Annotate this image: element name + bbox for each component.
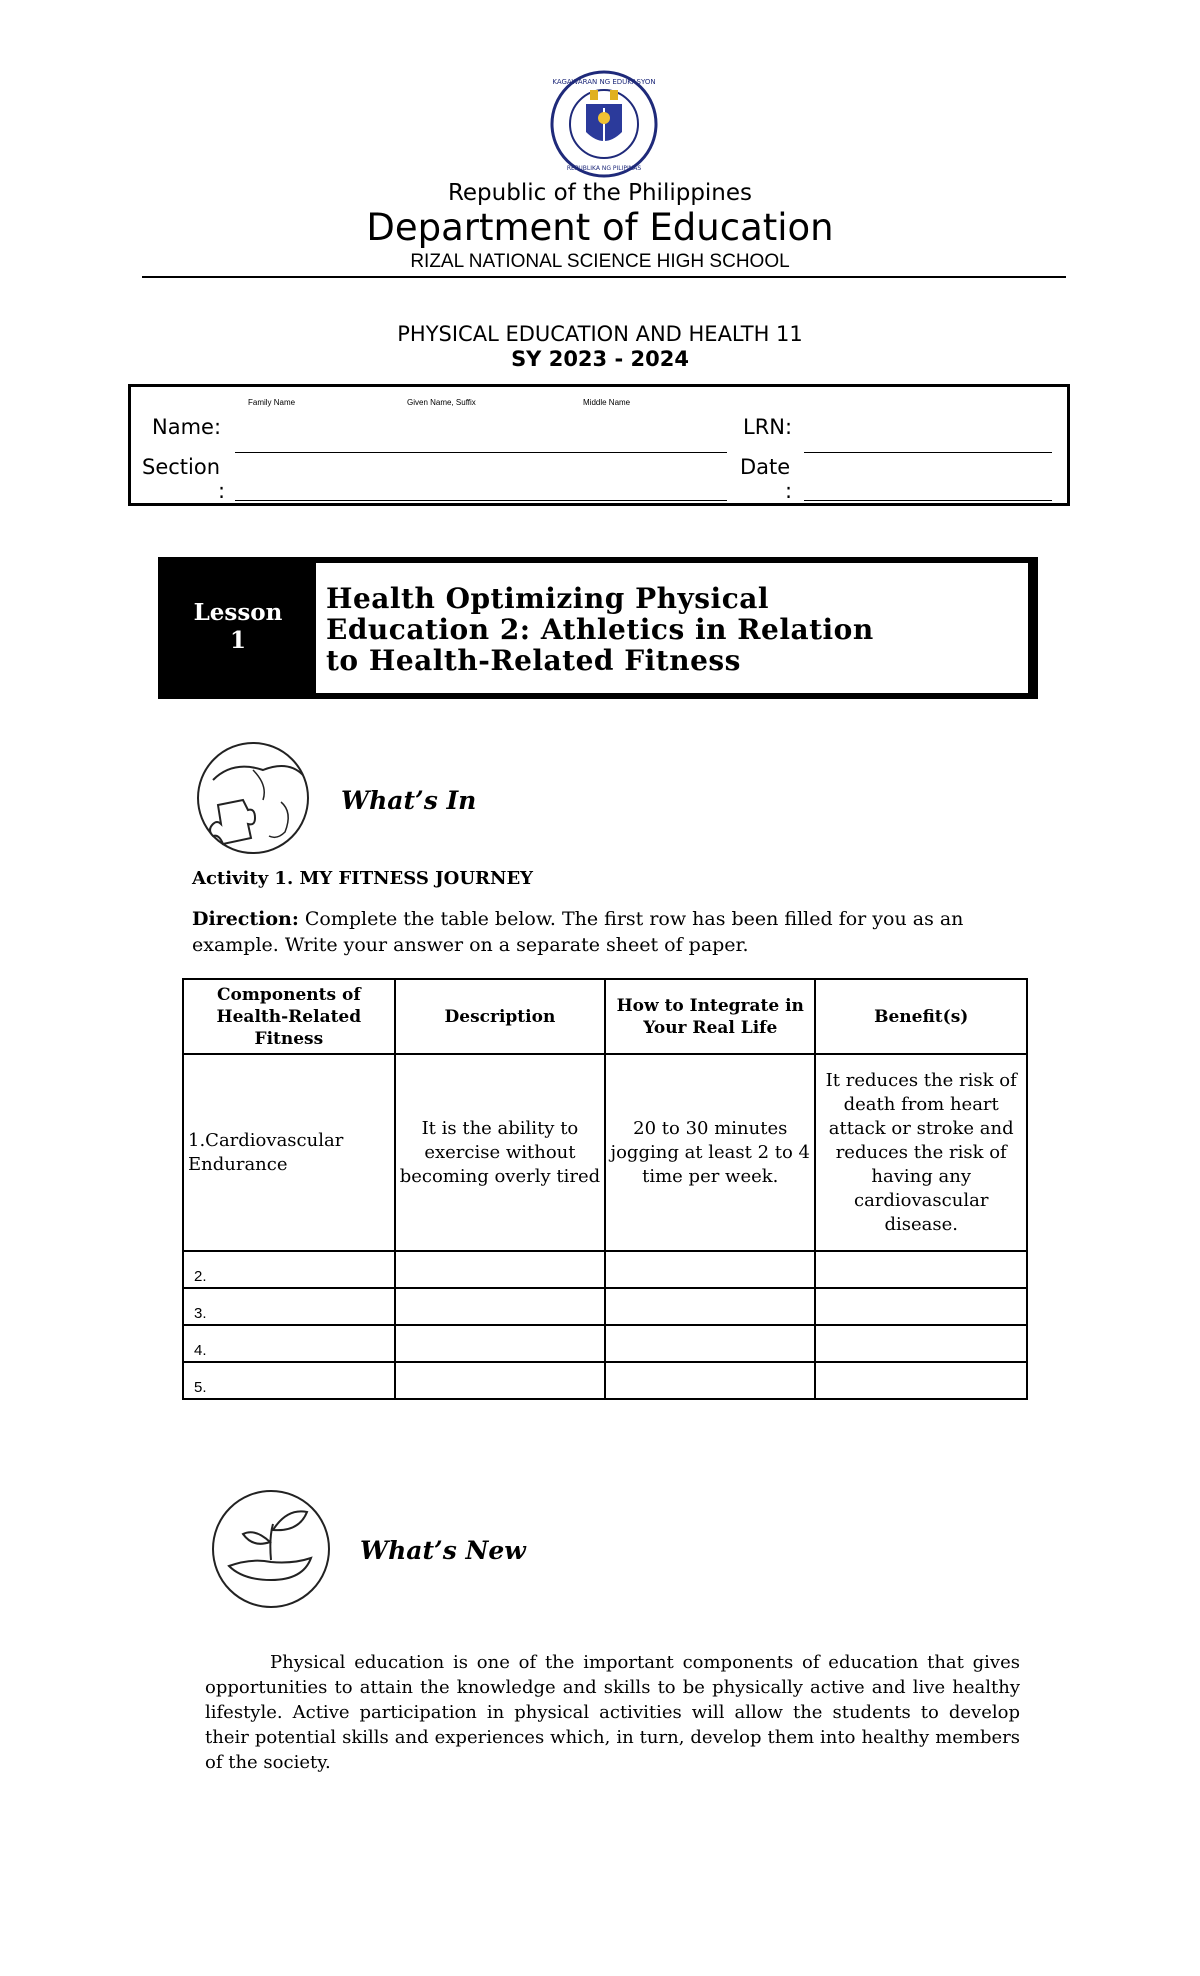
row-number: 5.	[183, 1362, 395, 1399]
subject-title: PHYSICAL EDUCATION AND HEALTH 11	[397, 322, 803, 346]
table-cell: 20 to 30 minutes jogging at least 2 to 4 time per week.	[605, 1054, 815, 1251]
table-row	[183, 1251, 1027, 1288]
puzzle-hand-icon	[193, 740, 313, 856]
lesson-number	[166, 599, 310, 655]
answer-cell[interactable]	[815, 1288, 1027, 1325]
column-header: Description	[395, 979, 605, 1054]
column-header: How to Integrate in Your Real Life	[605, 979, 815, 1054]
answer-cell[interactable]	[395, 1251, 605, 1288]
lesson-title-panel	[316, 563, 1028, 693]
activity-title: Activity 1. MY FITNESS JOURNEY	[192, 868, 534, 889]
column-header: Components of Health-Related Fitness	[183, 979, 395, 1054]
lesson-number-value: 1	[229, 627, 246, 654]
answer-cell[interactable]	[395, 1288, 605, 1325]
section-field[interactable]	[235, 500, 727, 501]
table-cell: It reduces the risk of death from heart attack or stroke and reduces the risk of having any cardiovascular disease.	[815, 1054, 1027, 1251]
name-field[interactable]	[235, 452, 727, 453]
date-label: Date	[740, 455, 791, 479]
direction-label: Direction:	[192, 908, 299, 930]
table-row	[183, 1054, 1027, 1251]
whats-in-title: What’s In	[341, 786, 477, 815]
table-cell: 1.Cardiovascular Endurance	[183, 1054, 395, 1251]
family-name-hint: Family Name	[248, 398, 296, 407]
answer-cell[interactable]	[815, 1251, 1027, 1288]
table-row	[183, 1362, 1027, 1399]
plant-hand-icon	[207, 1488, 335, 1610]
answer-cell[interactable]	[605, 1325, 815, 1362]
answer-cell[interactable]	[815, 1362, 1027, 1399]
row-number: 2.	[183, 1251, 395, 1288]
whats-new-title: What’s New	[360, 1536, 526, 1565]
row-number: 4.	[183, 1325, 395, 1362]
direction-body: Complete the table below. The first row has been filled for you as an example. Write your answer on a separate sheet of paper.	[192, 908, 964, 956]
school-year: SY 2023 - 2024	[511, 347, 689, 371]
lrn-field[interactable]	[804, 452, 1052, 453]
student-info-box	[128, 384, 1070, 506]
date-colon: :	[785, 479, 793, 503]
intro-paragraph-text: Physical education is one of the important components of education that gives opportunities to attain the knowledge and skills to be physically active and live healthy lifestyle. Active participation in physical activities will allow the students to develop their potential skills and experiences which, in turn, develop them into healthy members of the society.	[205, 1652, 1020, 1773]
lesson-title-line: Health Optimizing Physical	[326, 582, 770, 615]
lesson-title	[326, 583, 1026, 676]
table-header-row	[183, 979, 1027, 1054]
lesson-banner	[158, 557, 1038, 699]
column-header: Benefit(s)	[815, 979, 1027, 1054]
seal-text-bottom: REPUBLIKA NG PILIPINAS	[566, 165, 642, 172]
answer-cell[interactable]	[395, 1362, 605, 1399]
row-number: 3.	[183, 1288, 395, 1325]
name-label: Name:	[152, 415, 222, 439]
fitness-table	[182, 978, 1028, 1400]
lesson-title-line: to Health-Related Fitness	[326, 644, 741, 677]
table-cell: It is the ability to exercise without becoming overly tired	[395, 1054, 605, 1251]
lesson-title-line: Education 2: Athletics in Relation	[326, 613, 874, 646]
republic-heading: Republic of the Philippines	[447, 180, 753, 206]
direction-text	[192, 906, 1012, 958]
middle-name-hint: Middle Name	[583, 398, 631, 407]
lrn-label: LRN:	[743, 415, 793, 439]
answer-cell[interactable]	[395, 1325, 605, 1362]
given-name-hint: Given Name, Suffix	[407, 398, 476, 407]
section-colon: :	[218, 479, 226, 503]
answer-cell[interactable]	[605, 1362, 815, 1399]
answer-cell[interactable]	[605, 1288, 815, 1325]
intro-paragraph	[205, 1650, 1020, 1775]
seal-text-top: KAGAWARAN NG EDUKASYON	[552, 78, 656, 86]
lesson-label: Lesson	[193, 599, 283, 626]
header-divider	[142, 276, 1066, 278]
table-row	[183, 1325, 1027, 1362]
deped-seal-logo	[550, 70, 658, 178]
department-heading: Department of Education	[366, 206, 834, 249]
answer-cell[interactable]	[815, 1325, 1027, 1362]
answer-cell[interactable]	[605, 1251, 815, 1288]
school-name: RIZAL NATIONAL SCIENCE HIGH SCHOOL	[410, 251, 790, 272]
date-field[interactable]	[804, 500, 1052, 501]
section-label: Section	[142, 455, 221, 479]
table-row	[183, 1288, 1027, 1325]
